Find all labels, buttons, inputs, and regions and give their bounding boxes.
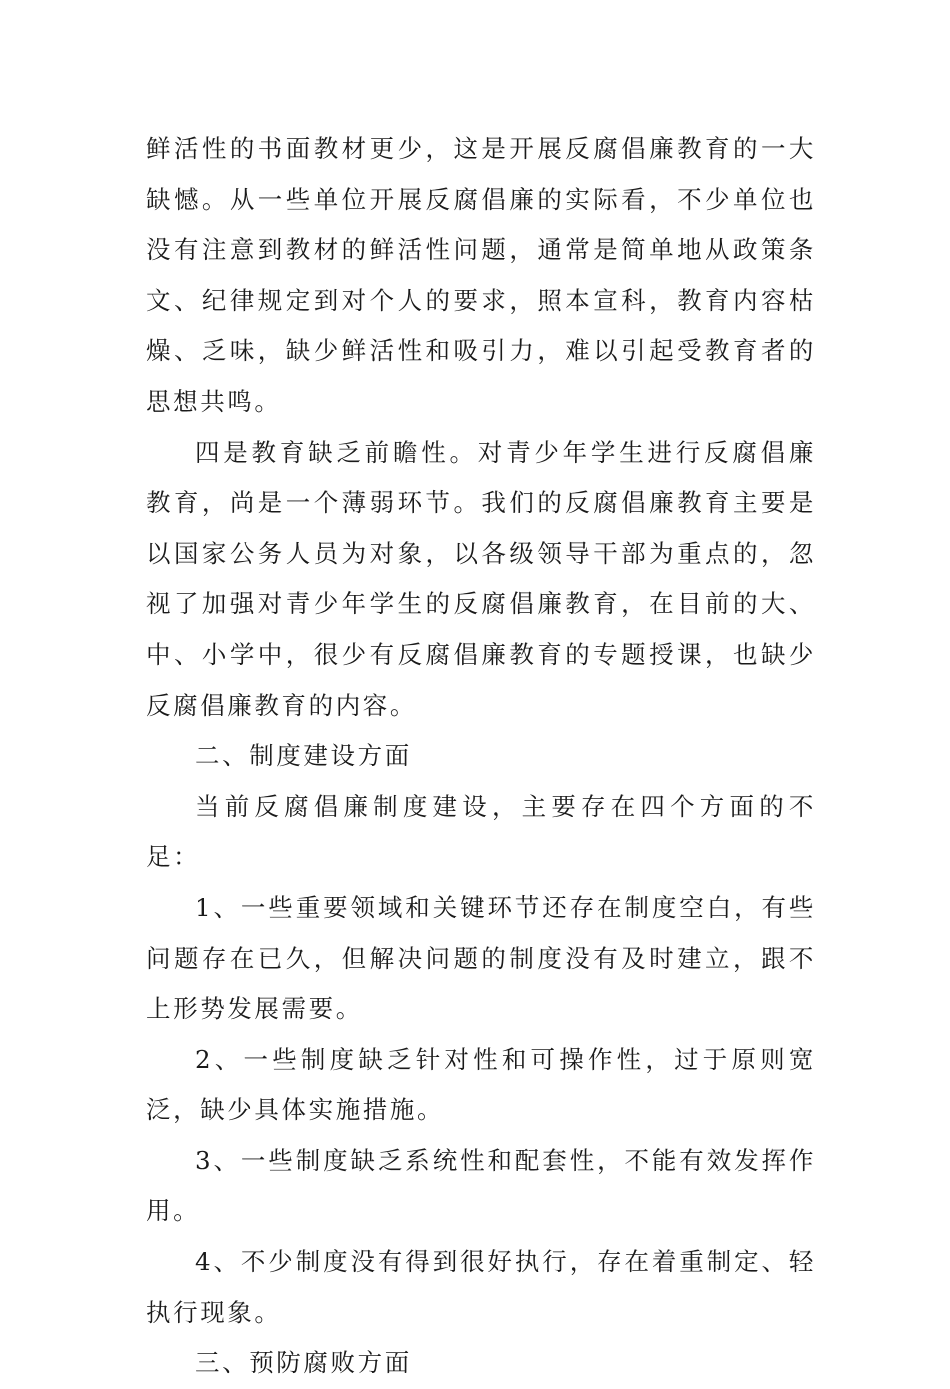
paragraph-system-shortcomings-intro: 当前反腐倡廉制度建设，主要存在四个方面的不足： <box>146 791 816 872</box>
list-item-1: 1、一些重要领域和关键环节还存在制度空白，有些问题存在已久，但解决问题的制度没有及时建立，跟不上形势发展需要。 <box>146 892 816 1024</box>
list-item-2: 2、一些制度缺乏针对性和可操作性，过于原则宽泛，缺少具体实施措施。 <box>146 1044 816 1125</box>
paragraph-textbook-vividness: 鲜活性的书面教材更少，这是开展反腐倡廉教育的一大缺憾。从一些单位开展反腐倡廉的实际看，不少单位也没有注意到教材的鲜活性问题，通常是简单地从政策条文、纪律规定到对个人的要求，照本宣科，教育内容枯燥、乏味，缺少鲜活性和吸引力，难以引起受教育者的思想共鸣。 <box>146 134 816 416</box>
list-item-4: 4、不少制度没有得到很好执行，存在着重制定、轻执行现象。 <box>146 1247 816 1327</box>
list-item-3: 3、一些制度缺乏系统性和配套性，不能有效发挥作用。 <box>146 1145 816 1226</box>
section-heading-corruption-prevention: 三、预防腐败方面 <box>195 1348 412 1378</box>
section-heading-system-building: 二、制度建设方面 <box>195 741 412 771</box>
paragraph-education-foresight: 四是教育缺乏前瞻性。对青少年学生进行反腐倡廉教育，尚是一个薄弱环节。我们的反腐倡廉教育主要是以国家公务人员为对象，以各级领导干部为重点的，忽视了加强对青少年学生的反腐倡廉教育，在目前的大、中、小学中，很少有反腐倡廉教育的专题授课，也缺少反腐倡廉教育的内容。 <box>146 437 816 720</box>
document-body <box>146 124 816 1389</box>
